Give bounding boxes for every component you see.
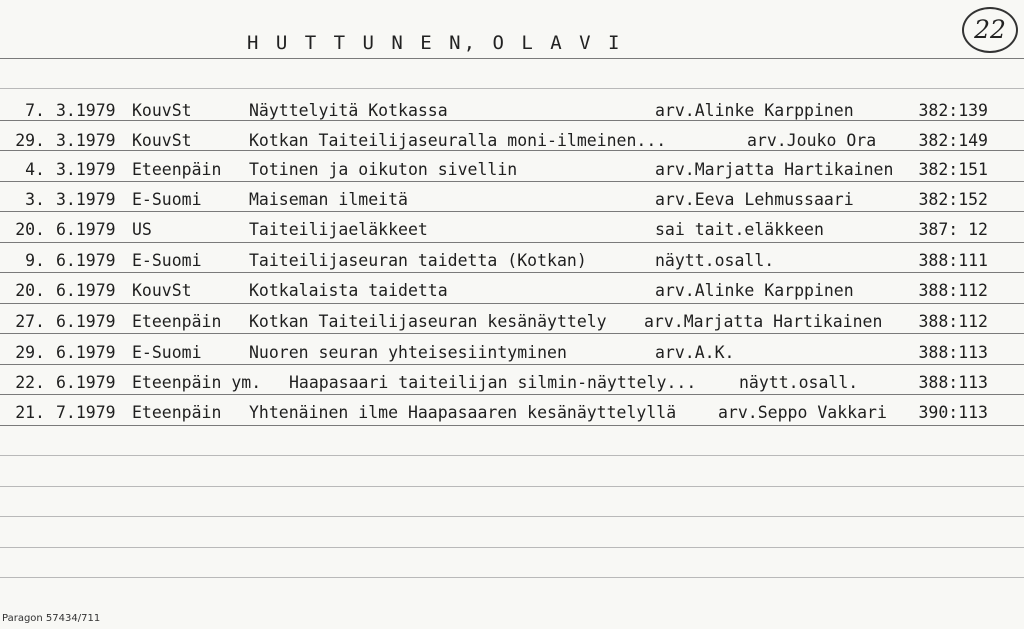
entry-month-year: 6.1979 bbox=[56, 251, 116, 270]
entry-row bbox=[0, 400, 1024, 430]
entry-month-year: 3.1979 bbox=[56, 190, 116, 209]
entry-reference: 382:139 bbox=[918, 101, 988, 120]
entry-month-year: 6.1979 bbox=[56, 220, 116, 239]
entry-newspaper: KouvSt bbox=[132, 281, 192, 300]
rule-line bbox=[0, 88, 1024, 89]
entry-reference: 387: 12 bbox=[918, 220, 988, 239]
entry-day: 4. bbox=[25, 160, 45, 179]
entry-row bbox=[0, 187, 1024, 217]
entry-day: 29. bbox=[15, 131, 45, 150]
entry-title: Nuoren seuran yhteisesiintyminen bbox=[249, 343, 567, 362]
entry-row bbox=[0, 248, 1024, 278]
entry-reviewer: arv.Eeva Lehmussaari bbox=[655, 190, 854, 209]
printer-imprint: Paragon 57434/711 bbox=[2, 613, 101, 624]
entry-day: 29. bbox=[15, 343, 45, 362]
entry-reference: 388:113 bbox=[918, 373, 988, 392]
entry-newspaper: KouvSt bbox=[132, 101, 192, 120]
entry-title: Taiteilijaeläkkeet bbox=[249, 220, 428, 239]
entry-month-year: 6.1979 bbox=[56, 343, 116, 362]
entry-day: 9. bbox=[25, 251, 45, 270]
entry-row bbox=[0, 217, 1024, 247]
entry-title: Yhtenäinen ilme Haapasaaren kesänäyttelyllä bbox=[249, 403, 677, 422]
entry-reference: 388:112 bbox=[918, 312, 988, 331]
entry-month-year: 3.1979 bbox=[56, 101, 116, 120]
entry-newspaper: E-Suomi bbox=[132, 190, 202, 209]
entry-reviewer: arv.Marjatta Hartikainen bbox=[644, 312, 883, 331]
entry-reviewer: näytt.osall. bbox=[739, 373, 859, 392]
entry-newspaper: E-Suomi bbox=[132, 343, 202, 362]
entry-reviewer: arv.Jouko Ora bbox=[747, 131, 877, 150]
entry-day: 7. bbox=[25, 101, 45, 120]
entry-reviewer: sai tait.eläkkeen bbox=[655, 220, 824, 239]
entry-newspaper: Eteenpäin bbox=[132, 403, 222, 422]
entry-reference: 390:113 bbox=[918, 403, 988, 422]
entry-title: Haapasaari taiteilijan silmin-näyttely... bbox=[289, 373, 697, 392]
entry-reference: 382:152 bbox=[918, 190, 988, 209]
entry-reference: 388:113 bbox=[918, 343, 988, 362]
rule-line bbox=[0, 547, 1024, 548]
entry-day: 20. bbox=[15, 281, 45, 300]
entry-day: 27. bbox=[15, 312, 45, 331]
entry-row bbox=[0, 98, 1024, 128]
entry-reviewer: arv.Alinke Karppinen bbox=[655, 281, 854, 300]
entry-month-year: 6.1979 bbox=[56, 281, 116, 300]
entry-title: Näyttelyitä Kotkassa bbox=[249, 101, 448, 120]
entry-title: Taiteilijaseuran taidetta (Kotkan) bbox=[249, 251, 587, 270]
card-number-circle: 22 bbox=[962, 7, 1018, 53]
entry-reviewer: näytt.osall. bbox=[655, 251, 775, 270]
entry-reference: 382:151 bbox=[918, 160, 988, 179]
card-title: H U T T U N E N, O L A V I bbox=[247, 32, 623, 54]
rule-line bbox=[0, 516, 1024, 517]
entry-newspaper: US bbox=[132, 220, 152, 239]
entry-title: Kotkalaista taidetta bbox=[249, 281, 448, 300]
entry-row bbox=[0, 157, 1024, 187]
entry-month-year: 7.1979 bbox=[56, 403, 116, 422]
entry-title: Totinen ja oikuton sivellin bbox=[249, 160, 518, 179]
entry-day: 3. bbox=[25, 190, 45, 209]
entry-newspaper: KouvSt bbox=[132, 131, 192, 150]
entry-newspaper: Eteenpäin ym. bbox=[132, 373, 262, 392]
entry-title: Maiseman ilmeitä bbox=[249, 190, 408, 209]
entry-row bbox=[0, 340, 1024, 370]
entry-reviewer: arv.A.K. bbox=[655, 343, 735, 362]
entry-title: Kotkan Taiteilijaseuran kesänäyttely bbox=[249, 312, 607, 331]
rule-line bbox=[0, 455, 1024, 456]
rule-line bbox=[0, 486, 1024, 487]
entry-reviewer: arv.Seppo Vakkari bbox=[718, 403, 887, 422]
entry-newspaper: E-Suomi bbox=[132, 251, 202, 270]
entry-row bbox=[0, 278, 1024, 308]
entry-row bbox=[0, 370, 1024, 400]
entry-reviewer: arv.Marjatta Hartikainen bbox=[655, 160, 894, 179]
entry-row bbox=[0, 128, 1024, 158]
entry-day: 21. bbox=[15, 403, 45, 422]
entry-month-year: 3.1979 bbox=[56, 131, 116, 150]
entry-newspaper: Eteenpäin bbox=[132, 312, 222, 331]
entry-newspaper: Eteenpäin bbox=[132, 160, 222, 179]
entry-reference: 388:112 bbox=[918, 281, 988, 300]
entry-month-year: 3.1979 bbox=[56, 160, 116, 179]
entry-row bbox=[0, 309, 1024, 339]
entry-day: 22. bbox=[15, 373, 45, 392]
entry-month-year: 6.1979 bbox=[56, 312, 116, 331]
entry-day: 20. bbox=[15, 220, 45, 239]
rule-line bbox=[0, 58, 1024, 59]
entry-title: Kotkan Taiteilijaseuralla moni-ilmeinen... bbox=[249, 131, 667, 150]
entry-month-year: 6.1979 bbox=[56, 373, 116, 392]
entry-reviewer: arv.Alinke Karppinen bbox=[655, 101, 854, 120]
entry-reference: 382:149 bbox=[918, 131, 988, 150]
rule-line bbox=[0, 577, 1024, 578]
entry-reference: 388:111 bbox=[918, 251, 988, 270]
